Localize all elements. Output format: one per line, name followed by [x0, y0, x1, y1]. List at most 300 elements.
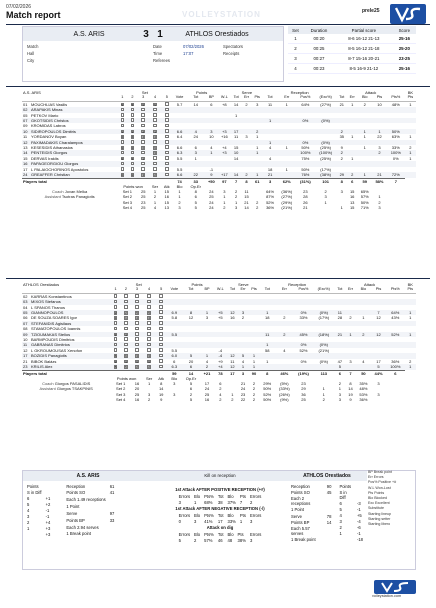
stat-cell: 1	[205, 150, 218, 155]
mid-cell: 3	[194, 518, 197, 524]
rotation-diff: -3	[356, 500, 361, 506]
set-stat: 1	[223, 199, 226, 205]
column-group-label: Set	[135, 282, 142, 287]
set-stat: 2	[153, 194, 157, 200]
column-header: BP	[205, 95, 218, 101]
stat-cell: +5	[218, 315, 223, 321]
total-cell: 6	[347, 178, 357, 184]
set-stat: 9	[160, 396, 163, 402]
set-position-marker: 5	[125, 365, 127, 370]
player-name: PAXIMADAKIS Charalampos	[30, 140, 117, 145]
set-position-marker	[159, 365, 163, 369]
set-position-marker	[165, 135, 169, 139]
stat-cell: 12	[371, 332, 386, 337]
player-name: BARMPOUDIS Dimitrios	[31, 337, 75, 343]
stat-cell: (17%)	[320, 166, 331, 172]
stat-cell: 63%	[391, 134, 400, 140]
mid-head-cell: Blo	[227, 493, 234, 499]
diff-header	[337, 489, 365, 500]
label-time: Time	[153, 51, 163, 56]
set-number: 2	[288, 44, 303, 54]
column-header: Pos%	[294, 287, 313, 293]
set-position-marker	[165, 124, 169, 128]
stat-cell: 14	[231, 172, 241, 178]
stat-cell: 1	[200, 310, 213, 315]
player-name: BOZIDIS Panagiotis	[30, 353, 110, 358]
column-header: 4	[149, 95, 161, 101]
stat-cell: 4	[205, 358, 209, 364]
column-header: BP	[200, 287, 213, 293]
stat-cell: 21	[339, 101, 345, 107]
set-stat: 2	[252, 386, 256, 392]
set-stat: 15	[349, 189, 355, 195]
stat-value: 90	[326, 483, 332, 489]
set-stat	[371, 397, 386, 402]
set-position-marker	[114, 348, 118, 352]
set-position-marker: 4	[154, 135, 156, 140]
sets-col-header: Duration	[303, 26, 335, 34]
column-header: Tot	[227, 287, 238, 293]
stat-cell: 6.6	[176, 145, 183, 151]
stat-cell: 64%	[386, 310, 404, 315]
set-position-marker	[141, 151, 145, 155]
set-stat: 16	[134, 396, 140, 402]
mid-head-cell: Errors	[178, 512, 191, 518]
stat-cell: 100%	[387, 150, 405, 155]
set-position-marker	[124, 300, 128, 304]
set-position-marker: 4	[121, 135, 124, 140]
set-position-marker	[135, 348, 139, 352]
stat-cell: 17	[376, 358, 381, 364]
player-number: 23	[22, 364, 30, 370]
player-name: STAMATOPOULOS Ioannis	[31, 326, 81, 332]
set-position-marker: 6	[142, 146, 145, 151]
set-stat: 25	[140, 189, 146, 195]
stat-row	[64, 483, 116, 490]
stat-cell: 3	[205, 129, 218, 134]
total-cell: 59	[357, 178, 372, 184]
set-position-marker	[165, 129, 169, 133]
total-cell: 78	[214, 370, 227, 376]
stat-cell: 1	[405, 332, 416, 337]
sinfo-label: S in Diff	[339, 489, 347, 500]
rotation: 1	[27, 525, 30, 531]
column-header: 3	[137, 95, 149, 101]
player-name: PENTEIDIS Giorgos	[30, 150, 117, 155]
mid-head	[177, 531, 264, 537]
total-cell: 14	[182, 370, 201, 376]
stat-cell: 1	[363, 145, 366, 151]
stat-cell: 52%	[299, 347, 308, 353]
set-stat: 36%	[266, 204, 275, 210]
set-position-marker	[124, 348, 128, 352]
legend-item: Pts Points	[368, 490, 385, 495]
set-score: 25-20	[393, 44, 416, 54]
stat-cell: (27%)	[320, 101, 331, 107]
stat-label: 1 Break point	[66, 531, 92, 537]
set-position-marker: 3	[125, 359, 127, 364]
away-team-name: ATHLOS Orestiados	[185, 30, 249, 38]
legend-item: BP Break point	[368, 470, 392, 474]
stat-cell: 2	[356, 332, 371, 337]
set-stat: 1	[322, 386, 325, 392]
set-stat: 23	[303, 189, 308, 195]
stat-cell: 3	[238, 310, 249, 315]
mid-head-cell: Blo	[194, 493, 201, 499]
column-header: Tot	[335, 287, 346, 293]
volleystation-footer-logo-icon	[374, 580, 416, 594]
set-stat: 3	[378, 204, 381, 210]
column-header: W-L	[218, 95, 231, 101]
column-header: 2	[127, 95, 137, 101]
stat-cell: 8	[182, 310, 201, 315]
stat-cell: 10	[231, 150, 241, 155]
stat-cell: 15	[233, 145, 239, 151]
set-stat: 3	[324, 194, 327, 200]
stat-cell: 14	[193, 101, 198, 107]
column-group-label: Attack	[363, 282, 376, 287]
stat-cell: 4	[283, 347, 286, 353]
label-city: City	[27, 58, 35, 63]
set-position-marker: 2	[114, 311, 117, 316]
stat-cell: 0%	[392, 155, 399, 161]
set-position-marker	[124, 305, 128, 309]
set-position-marker	[159, 348, 163, 352]
stat-cell: 1	[256, 134, 259, 140]
stat-cell: (17%)	[318, 315, 330, 321]
set-summary-col: Atk	[158, 376, 165, 381]
rotation: 4	[339, 512, 342, 518]
rotation-diff-row	[25, 531, 52, 537]
stat-cell: 2	[275, 332, 294, 337]
set-summary-col: Blo	[176, 184, 183, 189]
stat-cell: 2	[241, 315, 245, 321]
stat-value: 45	[326, 489, 332, 495]
stat-value: 41	[109, 490, 115, 496]
stat-value: 97	[109, 511, 115, 517]
legend-item: Err Errors	[368, 475, 384, 480]
set-stat: 14	[158, 386, 164, 392]
player-name: GKOTSIDIS Christos	[30, 118, 117, 123]
kill-title: Kill on reception	[153, 471, 287, 481]
set-row	[288, 44, 416, 54]
stat-cell: 14	[233, 155, 239, 161]
column-header: (Exc%)	[315, 95, 337, 101]
set-position-marker	[147, 305, 151, 309]
set-row	[288, 64, 416, 74]
set-position-marker: 6	[121, 156, 124, 161]
set-position-marker	[147, 294, 151, 298]
stat-row	[64, 511, 116, 518]
set-stat: 5	[194, 204, 197, 210]
stat-cell: 2	[200, 364, 213, 370]
home-rotation-diffs	[25, 483, 52, 537]
stat-cell: 43%	[391, 315, 400, 321]
player-name: KESESIDIS Athanasios	[31, 145, 73, 151]
page-title: Match report	[6, 10, 61, 20]
stat-cell: 22	[377, 134, 382, 140]
rotation: 2	[339, 524, 342, 530]
home-team-stats	[22, 90, 416, 210]
player-number: 15	[23, 155, 28, 161]
set-position-marker: 6	[154, 146, 156, 151]
stat-cell: 18	[267, 166, 273, 172]
stat-cell: 6	[182, 364, 201, 370]
column-header: Err	[238, 287, 249, 293]
set-position-marker: 2	[148, 365, 150, 370]
set-number: 4	[288, 64, 303, 74]
stat-cell: 1	[285, 166, 288, 172]
player-name: ARAPAKIS Minas	[30, 107, 117, 112]
stat-cell: (25%)	[320, 155, 331, 161]
column-header: Pts	[248, 287, 259, 293]
stat-cell: 1	[248, 353, 259, 358]
set-stat: 8	[194, 189, 197, 195]
player-number: 14	[22, 150, 30, 155]
set-label: Set 1	[116, 381, 126, 387]
column-header: Err	[241, 95, 251, 101]
stat-label: Each 2.94 serves	[66, 524, 99, 530]
column-header: Err	[275, 287, 294, 293]
set-position-marker: 1	[125, 316, 127, 321]
set-position-marker	[165, 102, 169, 106]
rotation: 5	[27, 501, 30, 507]
stat-cell: 50%	[387, 129, 405, 134]
player-number: 10	[22, 129, 30, 134]
total-cell: +50	[205, 178, 218, 184]
set-position-marker	[124, 294, 128, 298]
stat-cell: 48%	[391, 101, 400, 107]
column-header: Pts	[405, 95, 416, 101]
set-row	[288, 54, 416, 64]
set-stat: 5	[194, 199, 197, 205]
set-position-marker: 3	[148, 354, 150, 359]
mid-cell: 37%	[227, 499, 236, 505]
set-stat: 8	[160, 381, 163, 387]
set-stat: 9	[349, 396, 352, 402]
set-stat: 4	[219, 391, 222, 397]
set-stat: 15	[349, 204, 355, 210]
stat-cell: 1	[372, 129, 387, 134]
stat-row	[64, 524, 116, 531]
stat-cell: 21	[335, 332, 346, 337]
player-name: BIBOK Balázs	[31, 358, 57, 364]
set-stat: 2	[256, 204, 259, 210]
set-stat: 52%	[263, 391, 272, 397]
mid-row	[177, 537, 264, 543]
total-cell: 101	[315, 178, 337, 184]
column-header: 2	[121, 287, 131, 293]
total-cell: 44%	[371, 370, 386, 376]
legend-item: Starting libero	[368, 521, 391, 526]
stat-cell: (0%)	[315, 140, 337, 145]
set-position-marker	[165, 151, 169, 155]
column-header: 1	[110, 287, 120, 293]
stat-cell: 29	[337, 172, 347, 178]
stat-cell: +9	[218, 358, 223, 364]
set-position-marker: 4	[142, 135, 145, 140]
stat-cell: 50%	[301, 145, 310, 151]
stat-label: Serve	[66, 511, 78, 517]
stat-label: 1 Point	[66, 503, 80, 509]
stat-cell: 0%	[296, 140, 315, 145]
rotation: 2	[27, 519, 30, 525]
set-position-marker: 5	[121, 102, 124, 107]
total-cell: 58%	[372, 178, 387, 184]
set-stat: 17	[204, 381, 210, 387]
rotation-diff-row	[337, 536, 365, 542]
set-stat: 26	[303, 199, 308, 205]
column-header: Vote	[167, 287, 182, 293]
rotation-diff: +4	[45, 519, 51, 525]
column-header: 1	[117, 95, 127, 101]
set-stat	[167, 397, 182, 402]
stat-cell: 1	[256, 145, 259, 151]
total-cell: 50	[356, 370, 371, 376]
set-stat: 15	[244, 194, 249, 200]
stat-cell: 5	[182, 353, 201, 358]
stat-cell: -4	[214, 353, 227, 358]
set-stat: 23	[301, 381, 306, 387]
stat-cell: 4	[362, 358, 365, 364]
stat-cell: 33%	[299, 315, 308, 321]
set-label: Set 3	[122, 199, 133, 205]
set-stat: 6	[194, 194, 197, 200]
stat-cell: 1	[263, 118, 278, 123]
set-position-marker	[159, 294, 163, 298]
stat-cell: (21%)	[318, 347, 330, 353]
set-duration: 00:25	[303, 44, 335, 54]
away-rotation-diffs	[337, 483, 365, 542]
player-name: L PALAIOCHORINOS Apostolos	[31, 166, 89, 172]
player-number: 10	[23, 337, 28, 343]
legend-item: W-L Won-Lost	[368, 485, 391, 490]
player-number: 16	[22, 161, 30, 166]
column-group-label: Set	[141, 90, 148, 95]
set-position-marker	[153, 162, 157, 166]
stat-row	[64, 517, 116, 524]
player-number: 02	[22, 107, 30, 112]
stat-cell: 47	[337, 358, 343, 364]
column-group-label: Reception	[288, 282, 307, 287]
set-stat: 1	[223, 194, 226, 200]
match-details	[23, 41, 283, 66]
set-stat: (29%)	[281, 199, 293, 205]
set-stat: 2	[324, 189, 327, 195]
stat-cell: 2	[241, 172, 251, 178]
legend-item: Exc Excellent	[368, 501, 390, 506]
player-name: PAPAGEORGIOU Giorgos	[30, 161, 117, 166]
set-position-marker	[114, 305, 118, 309]
stat-cell: (18%)	[313, 332, 334, 337]
set-summary-col: Blo	[171, 376, 178, 381]
set-position-marker	[131, 124, 135, 128]
total-cell: (31%)	[296, 178, 315, 184]
player-number: 07	[22, 118, 30, 123]
set-stat: 29%	[263, 381, 272, 387]
set-stat: 3	[340, 189, 343, 195]
player-name: KARRAS Konstantinos	[31, 293, 72, 299]
column-header: Pts%	[387, 95, 405, 101]
set-stat: 24	[209, 204, 214, 210]
stat-label: Points SO	[291, 489, 310, 495]
player-number: 05	[22, 310, 30, 315]
set-position-marker	[141, 108, 145, 112]
set-stat: 3	[377, 381, 380, 387]
stat-cell: 5.8	[171, 315, 178, 321]
stat-value	[108, 530, 117, 537]
stat-cell: 1	[285, 101, 288, 107]
assistant-label: Assistant	[39, 386, 57, 392]
set-position-marker	[131, 108, 135, 112]
column-header: 5	[161, 95, 172, 101]
column-group-label: Points	[191, 282, 203, 287]
set-position-marker: 6	[131, 156, 134, 161]
set-number: 3	[288, 54, 303, 64]
stat-label: Reception	[291, 483, 310, 489]
set-stat: 1	[147, 381, 151, 387]
set-position-marker	[135, 327, 139, 331]
set-position-marker	[124, 343, 128, 347]
assistant-name: Giorgos TSAKPINIS	[56, 386, 93, 392]
mid-head-cell: Errors	[249, 531, 262, 537]
stat-label: Serve	[291, 513, 302, 519]
stat-cell: 33%	[391, 145, 400, 151]
set-stat: 29	[301, 386, 306, 392]
stat-row	[64, 530, 116, 537]
player-number: 11	[23, 134, 28, 140]
set-score: 25-16	[393, 34, 416, 44]
set-position-marker	[131, 113, 135, 117]
player-number: 09	[22, 332, 30, 337]
stat-cell: 1	[405, 310, 416, 315]
player-name: DERVAS Iraklis	[31, 155, 59, 161]
set-stat: 25	[140, 204, 146, 210]
label-spectators: Spectators	[223, 44, 244, 49]
stat-cell: 1	[357, 172, 372, 178]
player-number: 09	[23, 123, 28, 129]
mid-head-cell: Errors	[178, 531, 191, 537]
sinfo-label	[44, 483, 53, 489]
column-group-label: Serve	[238, 282, 249, 287]
stat-cell: 1	[351, 134, 354, 140]
mid-row	[177, 518, 264, 524]
set-stat: 2	[219, 386, 222, 392]
set-stat: 23	[140, 199, 146, 205]
stat-cell: 18	[265, 315, 270, 321]
sets-col-header: Score	[393, 26, 416, 34]
set-position-marker	[124, 337, 128, 341]
set-row	[288, 34, 416, 44]
stat-cell: 12	[227, 364, 238, 370]
total-cell: 61	[252, 178, 263, 184]
set-position-marker	[159, 359, 163, 363]
coach-label: Coach	[52, 189, 65, 195]
set-stat: 87%	[266, 194, 275, 200]
column-group-label: BK	[407, 282, 413, 287]
set-position-marker	[141, 162, 145, 166]
stat-cell: 2	[363, 101, 366, 107]
mid-head-cell: Tot	[217, 493, 224, 499]
home-summary-title: A.S. ARIS	[23, 471, 153, 481]
set-stat: 14	[244, 204, 249, 210]
stat-cell: (100%)	[315, 150, 337, 155]
set-position-marker	[165, 162, 169, 166]
set-position-marker: 3	[114, 359, 117, 364]
set-summary-col: Ser	[151, 184, 159, 189]
set-position-marker	[153, 108, 157, 112]
set-position-marker	[141, 167, 145, 171]
